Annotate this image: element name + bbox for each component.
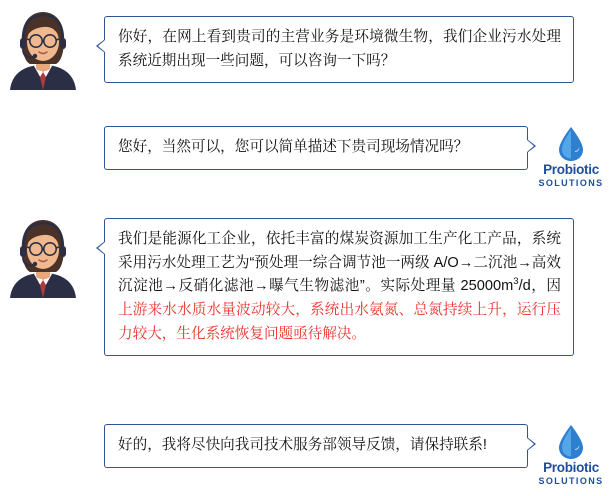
brand-name: Probiotic <box>543 162 599 177</box>
avatar <box>6 10 80 90</box>
water-drop-icon <box>556 424 586 460</box>
bubble-tail-inner <box>98 40 105 52</box>
superscript-exponent: 3 <box>513 276 519 288</box>
chat-bubble-customer-2 <box>104 218 574 356</box>
brand-logo <box>528 424 610 486</box>
chat-message-text: 你好，在网上看到贵司的主营业务是环境微生物，我们企业污水处理系统近期出现一些问题，可以咨询一下吗？ <box>118 29 561 69</box>
chat-bubble-customer-1 <box>104 16 574 83</box>
chat-message-text-part-1: 我们是能源化工企业，依托丰富的煤炭资源加工生产化工产品，系统采用污水处理工艺为“预处理一综合调节池一两级 A/O→二沉池→高效沉淀池→反硝化滤池→曝气生物滤池”。实际处理量 25000m <box>118 231 561 295</box>
brand-name: Probiotic <box>543 460 599 475</box>
chat-message-text: 好的，我将尽快向我司技术服务部领导反馈，请保持联系! <box>118 437 487 453</box>
chat-message-text-part-2: /d，因 <box>518 278 562 295</box>
chat-message-text: 您好，当然可以，您可以简单描述下贵司现场情况吗？ <box>118 139 469 155</box>
water-drop-icon <box>556 126 586 162</box>
brand-subtitle: SOLUTIONS <box>538 177 604 188</box>
brand-subtitle: SOLUTIONS <box>538 475 604 486</box>
brand-logo <box>528 126 610 188</box>
chat-bubble-company-1 <box>104 126 528 170</box>
chat-bubble-company-2 <box>104 424 528 468</box>
chat-message-highlight: 上游来水水质水量波动较大，系统出水氨氮、总氮持续上升，运行压力较大，生化系统恢复问题亟待解决。 <box>118 301 561 342</box>
bubble-tail-inner <box>98 242 105 254</box>
avatar <box>6 218 80 298</box>
